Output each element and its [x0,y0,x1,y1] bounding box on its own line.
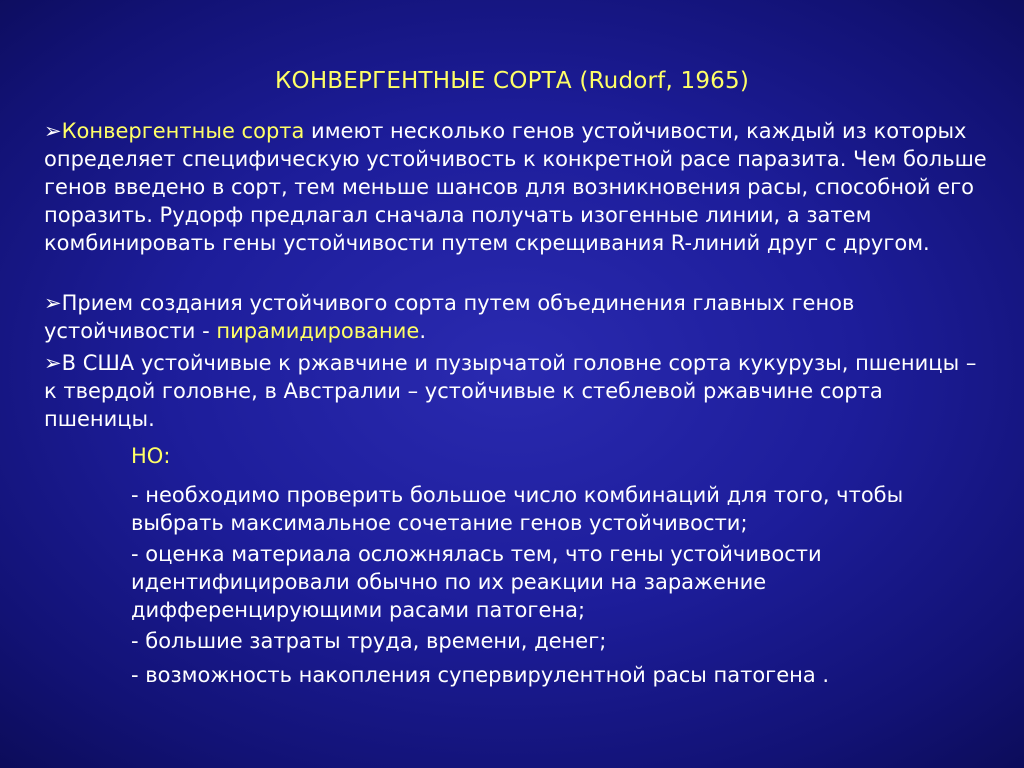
but-label: НО: [131,444,171,468]
paragraph-text: В США устойчивые к ржавчине и пузырчатой головне сорта кукурузы, пшеницы – к твердой головне, в Австралии – устойчивые к стеблевой ржавчине сорта пшеницы. [44,351,977,431]
highlight-term: Конвергентные сорта [61,119,305,143]
highlight-term: пирамидирование [216,319,420,343]
paragraph-pyramiding [44,289,994,345]
arrow-bullet-icon: ➢ [44,291,62,315]
list-item: - большие затраты труда, времени, денег; [131,629,607,653]
paragraph-text: имеют несколько генов устойчивости, каждый из которых определяет специфическую устойчивость к конкретной расе паразита. Чем больше генов введено в сорт, тем меньше шансов для возникновения расы, способной его поразить. Рудорф предлагал сначала получать изогенные линии, а затем комбинировать гены устойчивости путем скрещивания R-линий друг с другом. [44,119,987,255]
arrow-bullet-icon: ➢ [44,119,62,143]
list-item: - необходимо проверить большое число комбинаций для того, чтобы выбрать максимальное сочетание генов устойчивости; [131,483,904,535]
paragraph-convergent-varieties [44,117,994,257]
paragraph-usa-australia [44,349,994,433]
list-item: - возможность накопления супервирулентной расы патогена . [131,663,830,687]
arrow-bullet-icon: ➢ [44,351,62,375]
slide-title: КОНВЕРГЕНТНЫЕ СОРТА (Rudorf, 1965) [274,68,750,94]
paragraph-text: Прием создания устойчивого сорта путем объединения главных генов устойчивости - [44,291,855,343]
list-item: - оценка материала осложнялась тем, что гены устойчивости идентифицировали обычно по их реакции на заражение дифференцирующими расами патогена; [131,542,822,622]
paragraph-text-end: . [419,319,426,343]
